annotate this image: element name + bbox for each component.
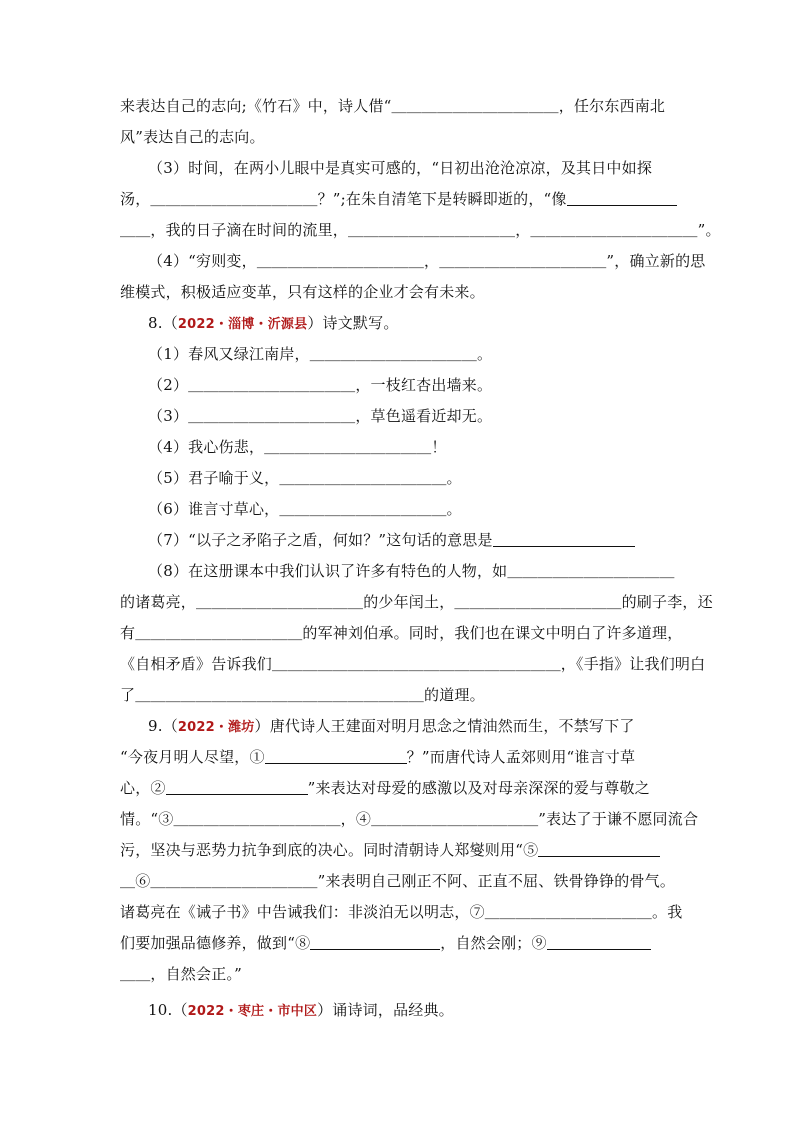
paren-close: ）	[317, 1001, 333, 1019]
text-line: ＿⑥＿＿＿＿＿＿＿＿＿＿＿”来表明自己刚正不阿、正直不屈、铁骨铮铮的骨气。	[120, 872, 676, 890]
text-line: 了＿＿＿＿＿＿＿＿＿＿＿＿＿＿＿＿＿＿＿的道理。	[120, 686, 485, 704]
question-number: 8.	[148, 314, 163, 332]
paren-open: （	[162, 314, 178, 332]
answer-blank[interactable]	[493, 530, 635, 547]
line-text: 汤，＿＿＿＿＿＿＿＿＿＿＿？”;在朱自清笔下是转瞬即逝的，“像	[120, 190, 567, 208]
text-line: ＿＿，我的日子滴在时间的流里，＿＿＿＿＿＿＿＿＿＿＿，＿＿＿＿＿＿＿＿＿＿＿”。	[120, 221, 721, 239]
text-line	[120, 928, 680, 959]
text-line: 风”表达自己的志向。	[120, 128, 265, 146]
question-text: 唐代诗人王建面对明月思念之情油然而生，不禁写下了	[269, 717, 635, 735]
text-line: 《自相矛盾》告诉我们＿＿＿＿＿＿＿＿＿＿＿＿＿＿＿＿＿＿＿，《手指》让我们明白	[120, 655, 706, 673]
source-tag: 2022・淄博・沂源县	[177, 317, 308, 332]
text-line: 的诸葛亮，＿＿＿＿＿＿＿＿＿＿＿的少年闰土，＿＿＿＿＿＿＿＿＿＿＿的刷子李，还	[120, 593, 713, 611]
source-tag: 2022・潍坊	[177, 720, 255, 735]
question-9-header	[148, 711, 680, 742]
text-line: 有＿＿＿＿＿＿＿＿＿＿＿的军神刘伯承。同时，我们也在课文中明白了许多道理，	[120, 624, 683, 642]
answer-blank[interactable]	[547, 933, 651, 950]
text-line	[120, 773, 680, 804]
answer-blank[interactable]	[538, 840, 660, 857]
text-line: ＿＿，自然会正。”	[120, 965, 242, 983]
text-line: 维模式，积极适应变革，只有这样的企业才会有未来。	[120, 283, 485, 301]
question-item: （8）在这册课本中我们认识了许多有特色的人物，如＿＿＿＿＿＿＿＿＿＿＿	[148, 562, 675, 580]
text-line	[120, 742, 680, 773]
text-line: （4）“穷则变，＿＿＿＿＿＿＿＿＿＿＿，＿＿＿＿＿＿＿＿＿＿＿”，确立新的思	[148, 252, 706, 270]
line-text: ”来表达对母爱的感激以及对母亲深深的爱与尊敬之	[307, 779, 650, 797]
answer-blank[interactable]	[310, 933, 440, 950]
answer-blank[interactable]	[567, 189, 677, 206]
paren-close: ）	[307, 314, 323, 332]
line-text: 污，坚决与恶势力抗争到底的决心。同时清朝诗人郑燮则用“⑤	[120, 841, 539, 859]
text-line	[120, 184, 680, 215]
question-item: （6）谁言寸草心，＿＿＿＿＿＿＿＿＿＿＿。	[148, 500, 462, 518]
text-line: 诸葛亮在《诫子书》中告诫我们：非淡泊无以明志，⑦＿＿＿＿＿＿＿＿＿＿＿。我	[120, 903, 683, 921]
text-line	[120, 835, 680, 866]
paren-open: （	[172, 1001, 188, 1019]
line-text: 心，②	[120, 779, 166, 797]
question-number: 9.	[148, 717, 163, 735]
question-item: （1）春风又绿江南岸，＿＿＿＿＿＿＿＿＿＿＿。	[148, 345, 493, 363]
paren-open: （	[162, 717, 178, 735]
paren-close: ）	[254, 717, 270, 735]
answer-blank[interactable]	[265, 747, 407, 764]
question-item: （3）＿＿＿＿＿＿＿＿＿＿＿，草色遥看近却无。	[148, 407, 493, 425]
question-item: （5）君子喻于义，＿＿＿＿＿＿＿＿＿＿＿。	[148, 469, 462, 487]
question-title: 诵诗词，品经典。	[332, 1001, 454, 1019]
line-text: “今夜月明人尽望，①	[120, 748, 265, 766]
question-item	[148, 525, 680, 556]
question-item: （4）我心伤悲，＿＿＿＿＿＿＿＿＿＿＿！	[148, 438, 447, 456]
text-line: 情。“③＿＿＿＿＿＿＿＿＿＿＿，④＿＿＿＿＿＿＿＿＿＿＿”表达了于谦不愿同流合	[120, 810, 699, 828]
question-10-header	[148, 995, 680, 1026]
question-8-header	[148, 308, 680, 339]
source-tag: 2022・枣庄・市中区	[187, 1004, 318, 1019]
line-text: ，自然会刚；⑨	[440, 934, 547, 952]
question-item: （2）＿＿＿＿＿＿＿＿＿＿＿，一枝红杏出墙来。	[148, 376, 493, 394]
question-number: 10.	[148, 1001, 173, 1019]
question-title: 诗文默写。	[322, 314, 399, 332]
text-line: （3）时间，在两小儿眼中是真实可感的，“日初出沧沧凉凉，及其日中如探	[148, 159, 653, 177]
item-text: （7）“以子之矛陷子之盾，何如？”这句话的意思是	[148, 531, 493, 549]
text-line: 来表达自己的志向;《竹石》中，诗人借“＿＿＿＿＿＿＿＿＿＿＿，任尔东西南北	[120, 97, 666, 115]
line-text: 们要加强品德修养，做到“⑧	[120, 934, 311, 952]
answer-blank[interactable]	[166, 778, 308, 795]
line-text: ？”而唐代诗人孟郊则用“谁言寸草	[406, 748, 636, 766]
